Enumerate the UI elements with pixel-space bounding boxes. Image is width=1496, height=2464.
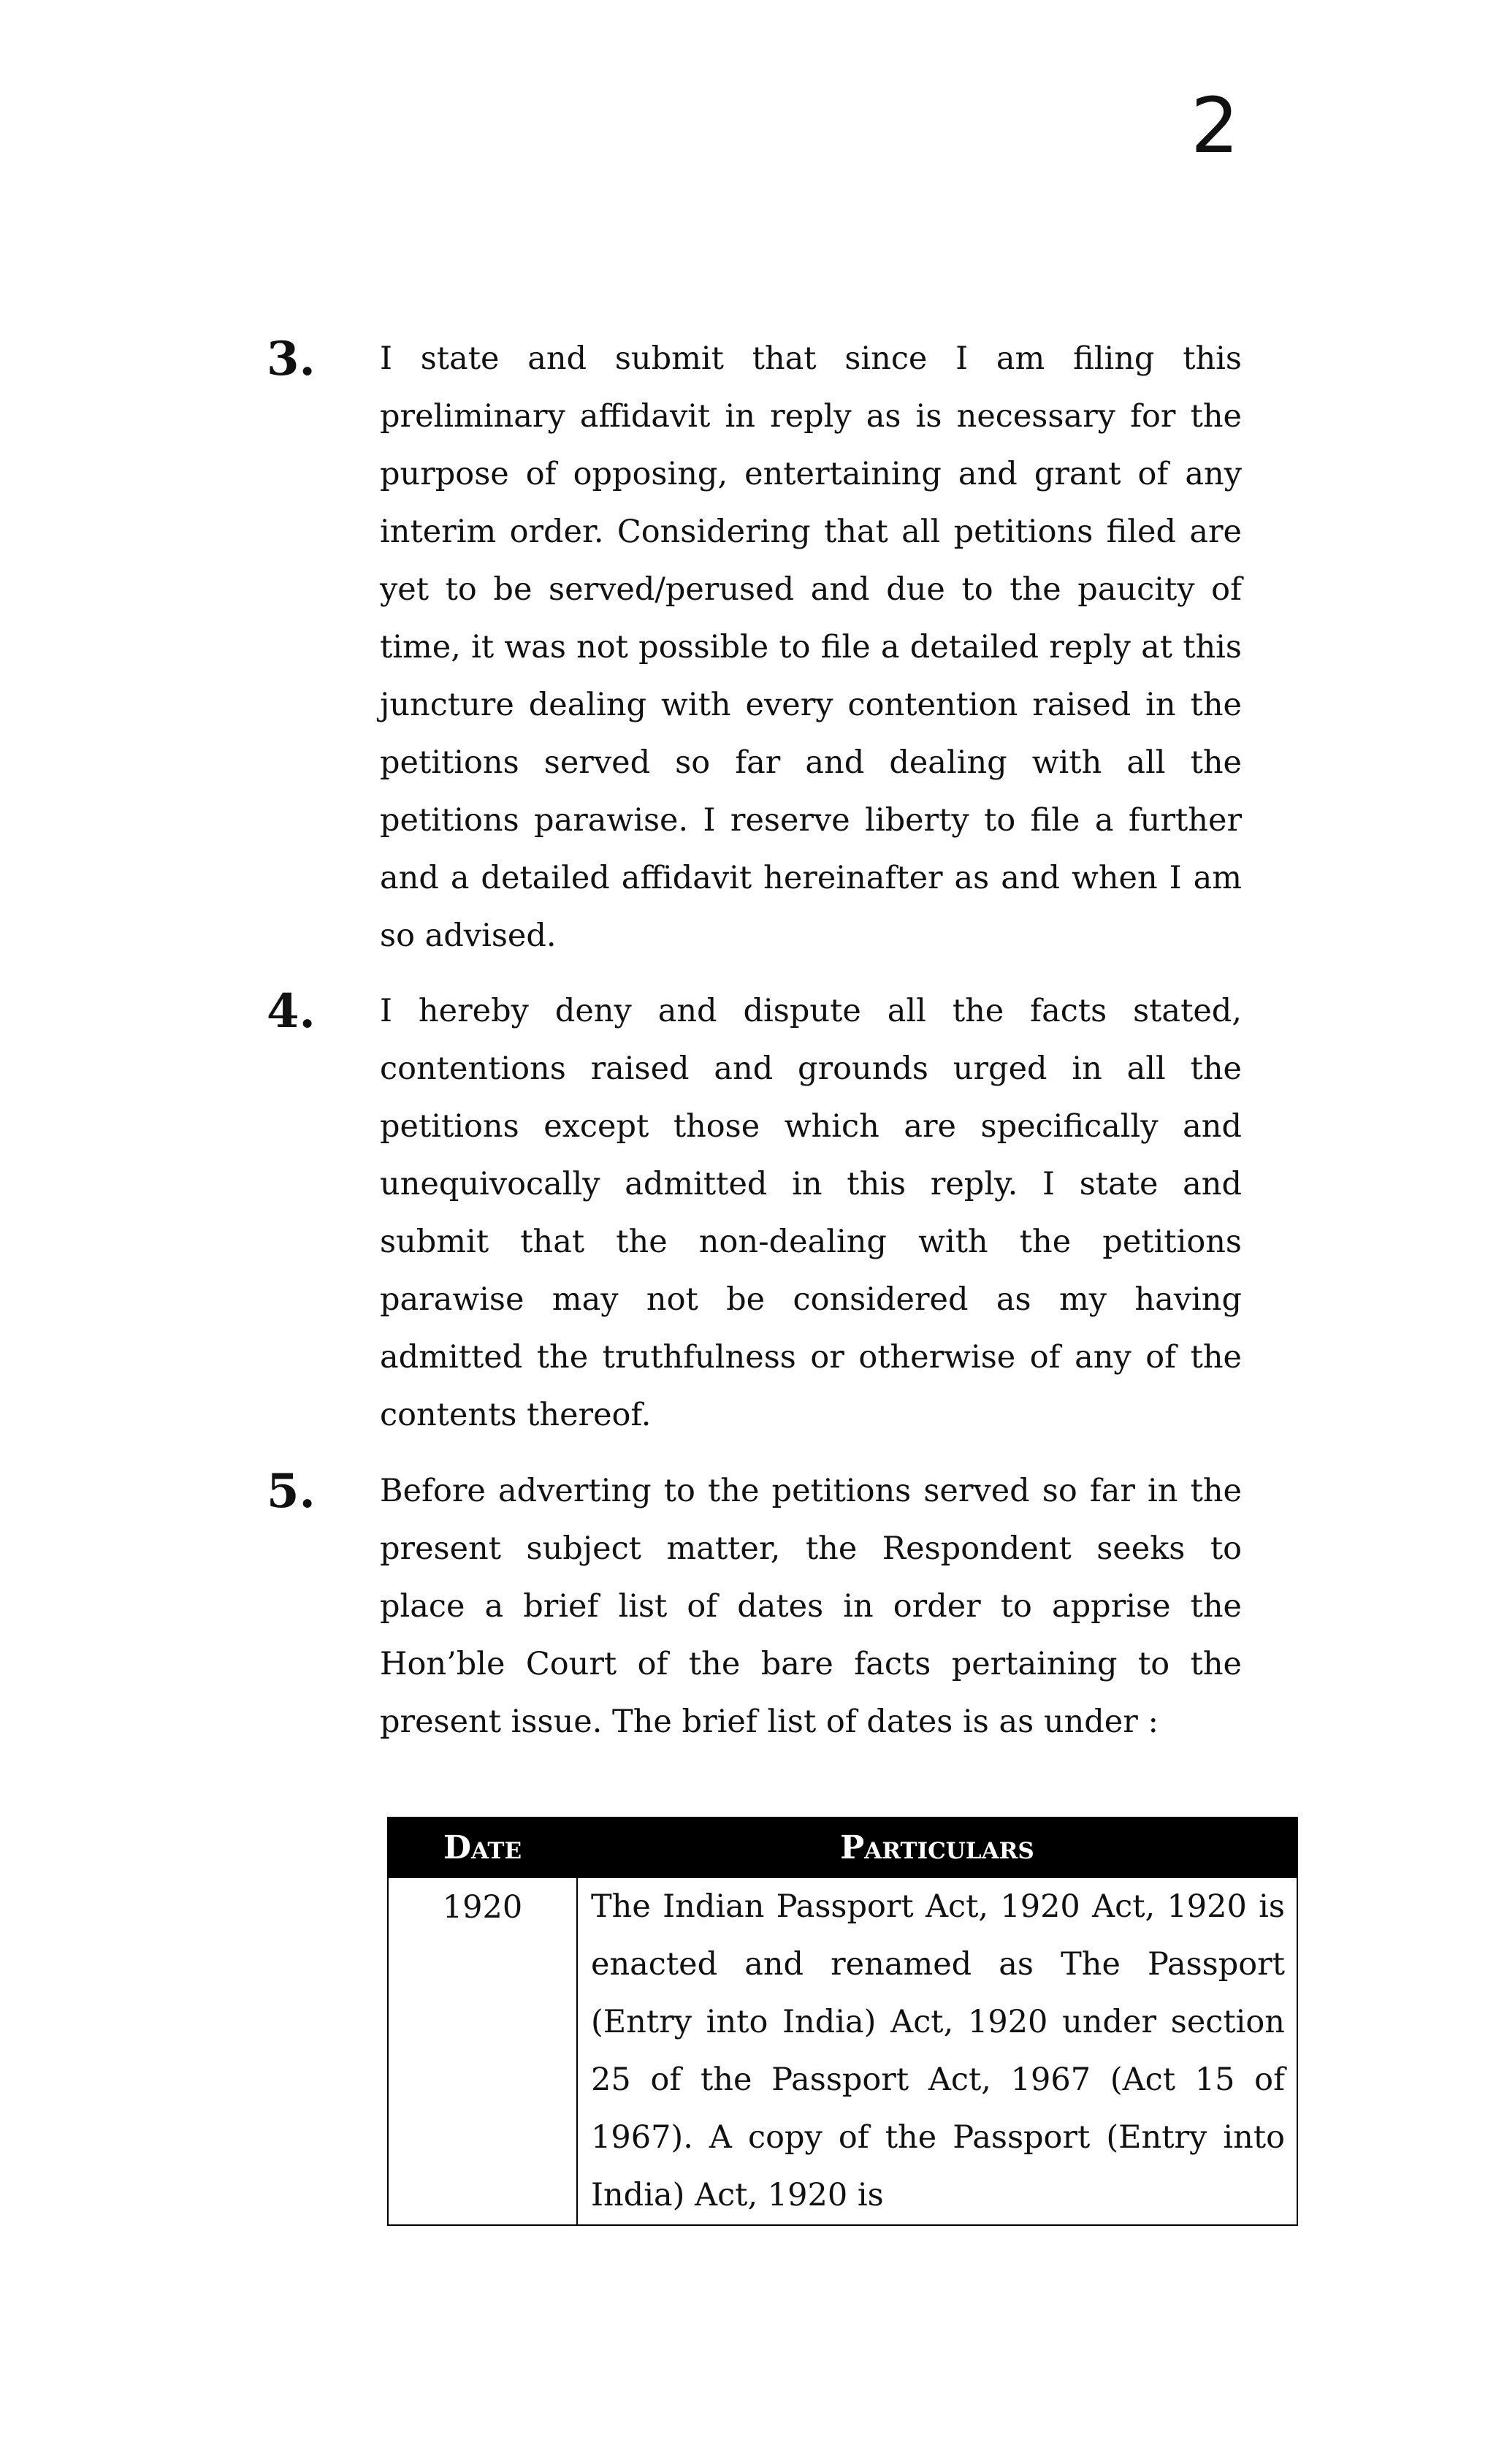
date-cell: 1920 (388, 1877, 577, 2225)
paragraph-text: Before adverting to the petitions served so far in the present subject matter, the Respondent seeks to place a brief list of dates in order to apprise the Hon’ble Court of the bare facts pertaining to the present issue. The brief list of dates is as under : (380, 1473, 1242, 1740)
paragraph-text: I hereby deny and dispute all the facts stated, contentions raised and grounds urged in all the petitions except those which are specifically and unequivocally admitted in this reply. I state and submit that the non-dealing with the petitions parawise may not be considered as my having admitted the truthfulness or otherwise of any of the contents thereof. (380, 993, 1242, 1433)
paragraph-text: I state and submit that since I am filing this preliminary affidavit in reply as is necessary for the purpose of opposing, entertaining and grant of any interim order. Considering that all petitions filed are yet to be served/perused and due to the paucity of time, it was not possible to file a detailed reply at this juncture dealing with every contention raised in the petitions served so far and dealing with all the petitions parawise. I reserve liberty to file a further and a detailed affidavit hereinafter as and when I am so advised. (380, 340, 1242, 954)
particulars-cell: The Indian Passport Act, 1920 Act, 1920 is enacted and renamed as The Passport (Entry into India) Act, 1920 under section 25 of the Passport Act, 1967 (Act 15 of 1967). A copy of the Passport (Entry into India) Act, 1920 is (577, 1877, 1297, 2225)
date-column-header: Date (388, 1818, 577, 1877)
paragraph-number: 5. (267, 1464, 316, 1519)
list-of-dates-table (387, 1817, 1298, 2226)
paragraph-number: 3. (267, 332, 316, 386)
table-header-row (388, 1818, 1297, 1877)
paragraph-number: 4. (267, 984, 316, 1039)
page-number: 2 (1191, 81, 1240, 170)
particulars-column-header: Particulars (577, 1818, 1297, 1877)
table-row (388, 1877, 1297, 2225)
